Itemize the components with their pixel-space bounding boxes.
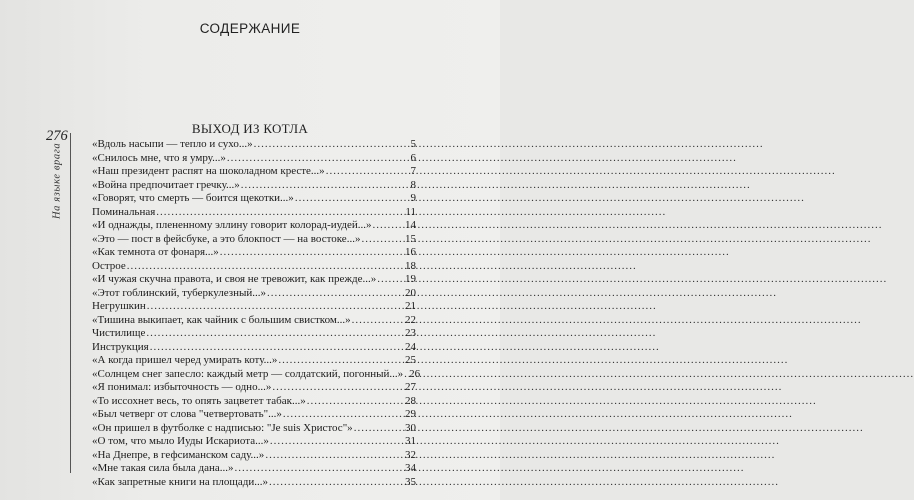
toc-entry bbox=[92, 408, 416, 422]
section-title: ВЫХОД ИЗ КОТЛА bbox=[191, 121, 309, 136]
toc-dot-leader bbox=[272, 381, 404, 395]
page-header: СОДЕРЖАНИЕ bbox=[199, 21, 301, 36]
toc-entry-title: «А когда пришел черед умирать коту...» bbox=[92, 354, 278, 366]
toc-entry bbox=[92, 287, 416, 301]
toc-entry-page: 22 bbox=[405, 313, 416, 326]
toc-entry-page: 21 bbox=[405, 300, 416, 312]
toc-entry-title: Негрушкин bbox=[92, 300, 146, 312]
toc-dot-leader bbox=[254, 138, 410, 152]
toc-entry-title: «Как темнота от фонаря...» bbox=[92, 246, 219, 258]
toc-entry bbox=[92, 246, 416, 260]
toc-entry-page: 11 bbox=[405, 205, 416, 218]
toc-entry-page: 16 bbox=[405, 246, 416, 258]
toc-entry bbox=[92, 152, 416, 166]
toc-entry-page: 35 bbox=[405, 475, 416, 488]
toc-dot-leader bbox=[146, 327, 404, 341]
toc-entry-title: «Снилось мне, что я умру...» bbox=[92, 151, 226, 164]
toc-entry-title: «Он пришел в футболке с надписью: "Je suis Христос"» bbox=[92, 421, 353, 434]
toc-dot-leader bbox=[404, 368, 408, 382]
margin-rule bbox=[70, 133, 71, 473]
toc-entry-page: 32 bbox=[405, 448, 416, 461]
toc-dot-leader bbox=[377, 273, 404, 287]
toc-entry-page: 26 bbox=[409, 367, 421, 380]
running-title: На языке врага bbox=[51, 143, 63, 220]
toc-dot-leader bbox=[156, 206, 404, 220]
toc-entry bbox=[92, 422, 416, 436]
toc-entry-page: 15 bbox=[405, 232, 416, 245]
toc-dot-leader bbox=[326, 165, 410, 179]
toc-dot-leader bbox=[295, 192, 410, 206]
toc-entry bbox=[92, 300, 416, 314]
toc-entry-title: «Вдоль насыпи — тепло и сухо...» bbox=[92, 138, 253, 150]
toc-entry-title: «То иссохнет весь, то опять зацветет табак...» bbox=[92, 394, 306, 407]
toc-dot-leader bbox=[227, 152, 410, 166]
toc-entry bbox=[92, 233, 416, 247]
toc-entry bbox=[92, 327, 416, 341]
toc-entry bbox=[92, 138, 416, 152]
toc-dot-leader bbox=[127, 260, 404, 274]
toc-entry bbox=[92, 462, 416, 476]
toc-entry-page: 23 bbox=[405, 327, 416, 339]
toc-entry bbox=[92, 273, 416, 287]
toc-entry-page: 25 bbox=[405, 354, 416, 366]
toc-entry-page: 34 bbox=[405, 462, 416, 474]
toc-entry-page: 14 bbox=[405, 219, 416, 231]
toc-dot-leader bbox=[265, 449, 404, 463]
toc-entry-page: 31 bbox=[405, 435, 416, 447]
toc-dot-leader bbox=[269, 476, 404, 490]
toc-dot-leader bbox=[352, 314, 404, 328]
toc-dot-leader bbox=[235, 462, 405, 476]
toc-entry-page: 28 bbox=[405, 394, 416, 407]
toc-entry-page: 24 bbox=[405, 340, 416, 353]
toc-entry-title: «Война предпочитает гречку...» bbox=[92, 178, 240, 191]
toc-entry-title: «На Днепре, в гефсиманском саду...» bbox=[92, 448, 265, 461]
toc-entry-title: «Это — пост в фейсбуке, а это блокпост — на востоке...» bbox=[92, 232, 361, 245]
toc-dot-leader bbox=[270, 435, 404, 449]
toc-dot-leader bbox=[361, 233, 404, 247]
toc-entry bbox=[92, 206, 416, 220]
toc-entry-page: 9 bbox=[410, 192, 416, 204]
toc-entry-title: «И однажды, плененному эллину говорит колорад-иудей...» bbox=[92, 219, 372, 231]
toc-entry bbox=[92, 476, 416, 490]
toc-dot-leader bbox=[241, 179, 410, 193]
toc-entry-title: «Тишина выкипает, как чайник с большим свистком...» bbox=[92, 313, 351, 326]
toc-dot-leader bbox=[307, 395, 404, 409]
toc-entry-title: «Этот гоблинский, туберкулезный...» bbox=[92, 286, 266, 299]
toc-entry bbox=[92, 367, 421, 382]
toc-entry-page: 30 bbox=[405, 421, 416, 434]
toc-entry-page: 29 bbox=[405, 408, 416, 420]
toc-entry-page: 8 bbox=[410, 178, 416, 191]
toc-entry-page: 6 bbox=[410, 151, 416, 164]
toc-entry-title: Чистилище bbox=[92, 327, 146, 339]
toc-entry bbox=[92, 192, 416, 206]
toc-dot-leader bbox=[354, 422, 404, 436]
toc-entry-title: «Как запретные книги на площади...» bbox=[92, 475, 268, 488]
toc-entry-page: 19 bbox=[405, 273, 416, 285]
toc-entry bbox=[92, 341, 416, 355]
toc-entry bbox=[92, 354, 416, 368]
toc-entry-title: «О том, что мыло Иуды Искариота...» bbox=[92, 435, 269, 447]
page-number: 276 bbox=[46, 128, 68, 144]
toc-entry bbox=[92, 179, 416, 193]
toc-dot-leader bbox=[267, 287, 404, 301]
toc-entry-title: «Мне такая сила была дана...» bbox=[92, 462, 234, 474]
toc-entry-title: Поминальная bbox=[92, 205, 156, 218]
toc-dot-leader bbox=[220, 246, 404, 260]
toc-entry-page: 5 bbox=[410, 138, 416, 150]
toc-dot-leader bbox=[373, 219, 404, 233]
toc-entry-title: «Наш президент распят на шоколадном кресте...» bbox=[92, 165, 325, 177]
toc-entry bbox=[92, 395, 416, 409]
toc-entry bbox=[92, 449, 416, 463]
toc-entry-page: 7 bbox=[410, 165, 416, 177]
toc-dot-leader bbox=[283, 408, 404, 422]
toc-entry bbox=[92, 381, 416, 395]
toc-entry-title: «Солнцем снег запесло: каждый метр — солдатский, погонный...» bbox=[92, 367, 404, 380]
toc-entry-title: «Был четверг от слова "четвертовать"...» bbox=[92, 408, 282, 420]
toc-dot-leader bbox=[147, 300, 404, 314]
toc-entry-page: 20 bbox=[405, 286, 416, 299]
toc-entry bbox=[92, 260, 416, 274]
toc-entry bbox=[92, 219, 416, 233]
toc-entry-page: 18 bbox=[405, 259, 416, 272]
toc-entry-page: 27 bbox=[405, 381, 416, 393]
toc-entry-title: Острое bbox=[92, 259, 126, 272]
toc-entry bbox=[92, 314, 416, 328]
toc-dot-leader bbox=[150, 341, 404, 355]
toc-entry bbox=[92, 165, 416, 179]
toc-entry-title: «Я понимал: избыточность — одно...» bbox=[92, 381, 272, 393]
toc-entry-title: «Говорят, что смерть — боится щекотки...» bbox=[92, 192, 294, 204]
toc-entry bbox=[92, 435, 416, 449]
toc-entry-title: «И чужая скучна правота, и своя не тревожит, как прежде...» bbox=[92, 273, 377, 285]
toc-entry-title: Инструкция bbox=[92, 340, 149, 353]
toc-dot-leader bbox=[278, 354, 404, 368]
table-of-contents bbox=[92, 138, 421, 489]
